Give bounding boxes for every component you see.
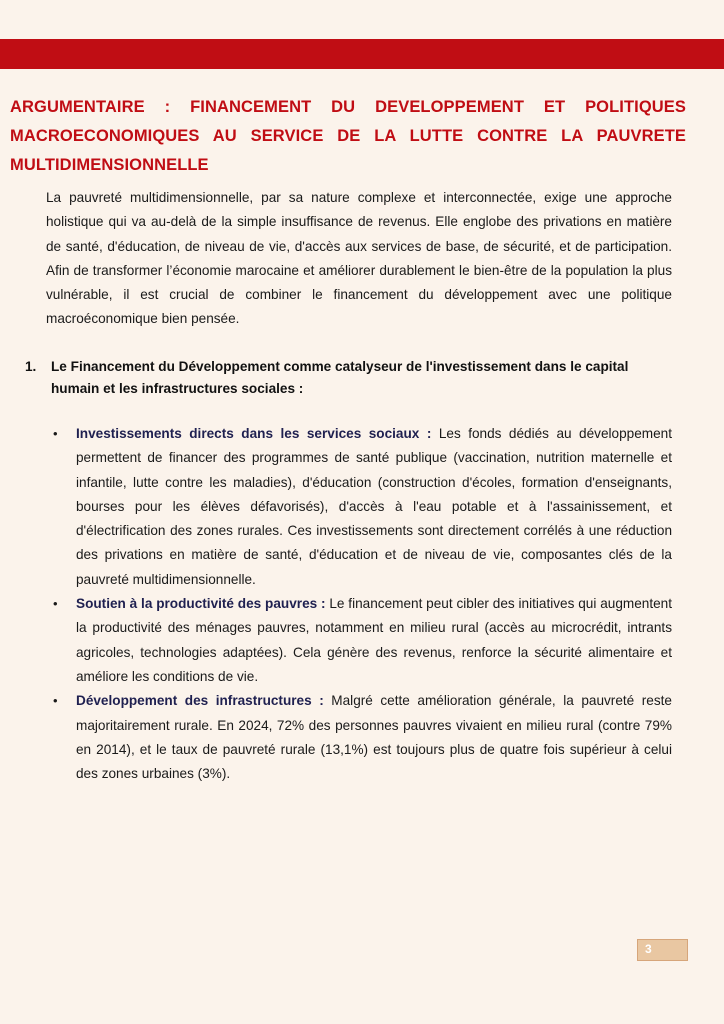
page-number: 3	[645, 942, 652, 956]
bullet-text: Le financement peut cibler des initiatives qui augmentent la productivité des ménages pauvres, notamment en milieu rural (accès au microcrédit, intrants agricoles, technologies adaptées). Cela génère des revenus, renforce la sécurité alimentaire et améliore les conditions de vie.	[76, 596, 672, 684]
bullet-dot-icon: •	[53, 426, 58, 441]
bullet-item-social-services	[50, 422, 672, 592]
bullet-item-productivity	[50, 592, 672, 689]
bullet-dot-icon: •	[53, 693, 58, 709]
page-number-badge	[637, 939, 688, 961]
bullet-text: Malgré cette amélioration générale, la pauvreté reste majoritairement rurale. En 2024, 72% des personnes pauvres vivaient en milieu rural (contre 79% en 2014), et le taux de pauvreté rurale (13,1%) est toujours plus de quatre fois supérieur à celui des zones urbaines (3%).	[76, 693, 672, 782]
header-band	[0, 39, 724, 69]
document-title: ARGUMENTAIRE : FINANCEMENT DU DEVELOPPEMENT ET POLITIQUES MACROECONOMIQUES AU SERVICE DE LA LUTTE CONTRE LA PAUVRETE MULTIDIMENSIONNELLE	[10, 98, 686, 174]
bullet-text: Les fonds dédiés au développement permettent de financer des programmes de santé publique (vaccination, nutrition maternelle et infantile, lutte contre les maladies), d'éducation (construction d'écoles, formation d'enseignants, bourses pour les élèves défavorisés), d'accès à l'eau potable et à l'assainissement, et d'électrification des zones rurales. Ces investissements sont directement corrélés à une réduction des privations en matière de santé, d'éducation et de niveau de vie, composantes clés de la pauvreté multidimensionnelle.	[76, 426, 672, 587]
bullet-item-infrastructure	[50, 689, 672, 786]
section-number: 1.	[25, 359, 37, 374]
bullet-title: Soutien à la productivité des pauvres :	[76, 596, 326, 612]
section-heading	[25, 356, 675, 400]
bullet-title: Développement des infrastructures :	[76, 693, 324, 709]
bullet-title: Investissements directs dans les services sociaux :	[76, 426, 432, 441]
intro-paragraph: La pauvreté multidimensionnelle, par sa nature complexe et interconnectée, exige une approche holistique qui va au-delà de la simple insuffisance de revenus. Elle englobe des privations en matière de santé, d'éducation, de niveau de vie, d'accès aux services de base, de sécurité, et de participation. Afin de transformer l’économie marocaine et améliorer durablement le bien-être de la population la plus vulnérable, il est crucial de combiner le financement du développement avec une politique macroéconomique bien pensée.	[46, 190, 672, 327]
bullet-dot-icon: •	[53, 596, 58, 612]
section-heading-text: Le Financement du Développement comme catalyseur de l'investissement dans le capital humain et les infrastructures sociales :	[51, 359, 629, 396]
bullet-list	[50, 422, 672, 786]
